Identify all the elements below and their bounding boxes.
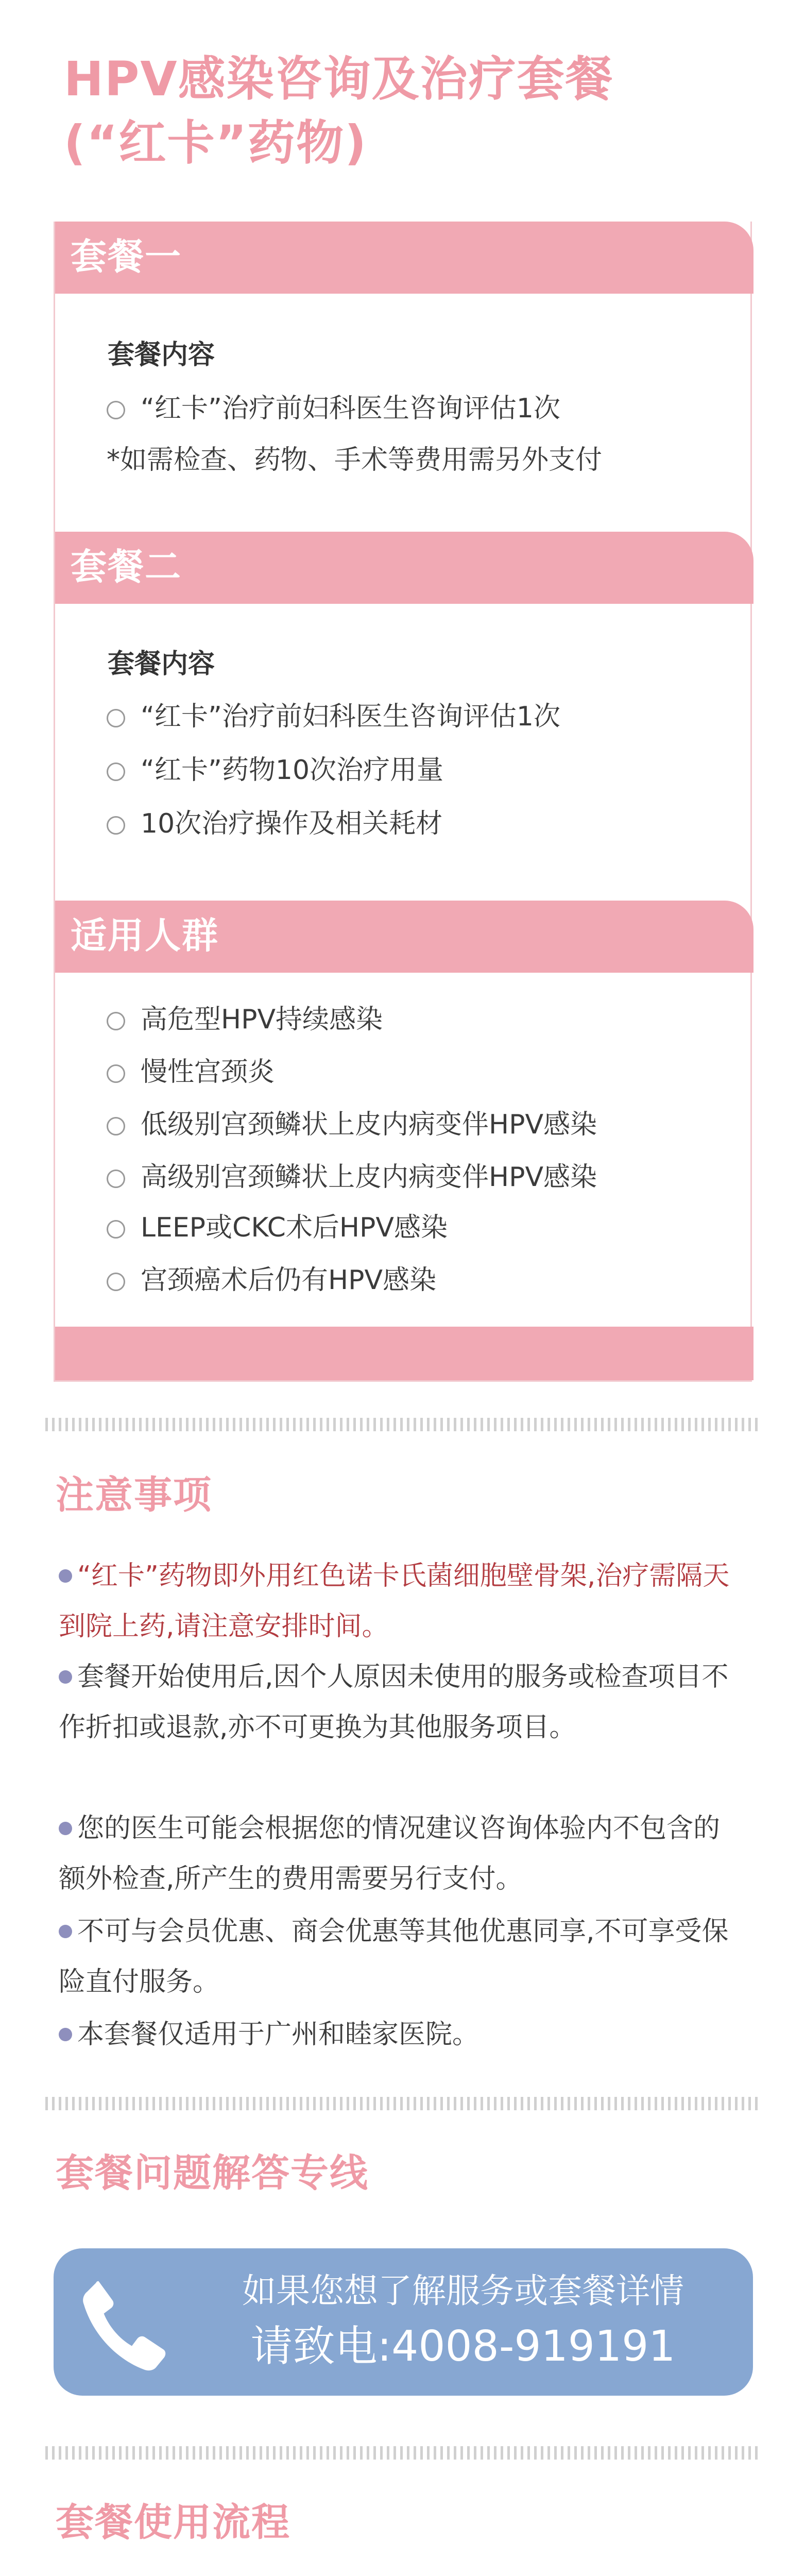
applicable-item: 慢性宫颈炎 [107, 1054, 275, 1090]
circle-bullet-icon [107, 816, 125, 835]
applicable-heading: 适用人群 [71, 914, 219, 957]
applicable-item: 高危型HPV持续感染 [107, 1002, 383, 1038]
applicable-item: 高级别宫颈鳞状上皮内病变伴HPV感染 [107, 1159, 597, 1195]
page-title-line2: (“红卡”药物) [64, 115, 368, 171]
phone-icon [79, 2275, 167, 2373]
package-one-item: “红卡”治疗前妇科医生咨询评估1次 [107, 391, 560, 427]
page-title-line1: HPV感染咨询及治疗套餐 [64, 52, 614, 107]
package-card [54, 222, 752, 1382]
package-two-subheading: 套餐内容 [108, 649, 215, 680]
notice-item: “红卡”药物即外用红色诺卡氏菌细胞壁骨架,治疗需隔天到院上药,请注意安排时间。 [59, 1561, 730, 1642]
dotted-divider [45, 1418, 761, 1431]
bullet-icon [59, 1670, 72, 1684]
bullet-icon [59, 1925, 72, 1938]
circle-bullet-icon [107, 1220, 125, 1239]
circle-bullet-icon [107, 1117, 125, 1136]
package-two-item: “红卡”药物10次治疗用量 [107, 752, 443, 788]
package-two-header [55, 532, 753, 604]
package-two-heading: 套餐二 [71, 546, 182, 588]
dotted-divider [45, 2446, 761, 2460]
applicable-item: 低级别宫颈鳞状上皮内病变伴HPV感染 [107, 1107, 597, 1143]
circle-bullet-icon [107, 762, 125, 781]
notice-item: 您的医生可能会根据您的情况建议咨询体验内不包含的额外检查,所产生的费用需要另行支付。 [59, 1813, 721, 1894]
circle-bullet-icon [107, 709, 125, 727]
hotline-heading: 套餐问题解答专线 [56, 2151, 369, 2195]
package-one-header [55, 222, 753, 294]
circle-bullet-icon [107, 401, 125, 419]
notice-heading: 注意事项 [56, 1473, 212, 1517]
notice-item: 套餐开始使用后,因个人原因未使用的服务或检查项目不作折扣或退款,亦不可更换为其他服务项目。 [59, 1662, 729, 1743]
package-one-note: *如需检查、药物、手术等费用需另外支付 [107, 445, 603, 476]
hotline-banner[interactable] [54, 2248, 753, 2396]
circle-bullet-icon [107, 1064, 125, 1083]
bullet-icon [59, 1569, 72, 1583]
applicable-header [55, 901, 753, 973]
circle-bullet-icon [107, 1012, 125, 1030]
applicable-item: 宫颈癌术后仍有HPV感染 [107, 1262, 436, 1298]
notice-item: 不可与会员优惠、商会优惠等其他优惠同享,不可享受保险直付服务。 [59, 1916, 729, 1997]
notice-item: 本套餐仅适用于广州和睦家医院。 [59, 2009, 744, 2060]
process-heading: 套餐使用流程 [56, 2500, 290, 2545]
package-two-item: “红卡”治疗前妇科医生咨询评估1次 [107, 699, 560, 735]
package-one-heading: 套餐一 [71, 235, 182, 278]
hotline-line1: 如果您想了解服务或套餐详情 [242, 2271, 684, 2311]
applicable-item: LEEP或CKC术后HPV感染 [107, 1210, 448, 1246]
page-title [64, 47, 733, 175]
hotline-phone-number[interactable]: 请致电:4008-919191 [250, 2322, 676, 2371]
bullet-icon [59, 1822, 72, 1835]
bullet-icon [59, 2028, 72, 2041]
package-two-item: 10次治疗操作及相关耗材 [107, 806, 442, 842]
circle-bullet-icon [107, 1273, 125, 1291]
dotted-divider [45, 2097, 761, 2110]
package-one-subheading: 套餐内容 [108, 340, 215, 370]
card-footer-bar [55, 1327, 753, 1380]
circle-bullet-icon [107, 1170, 125, 1188]
